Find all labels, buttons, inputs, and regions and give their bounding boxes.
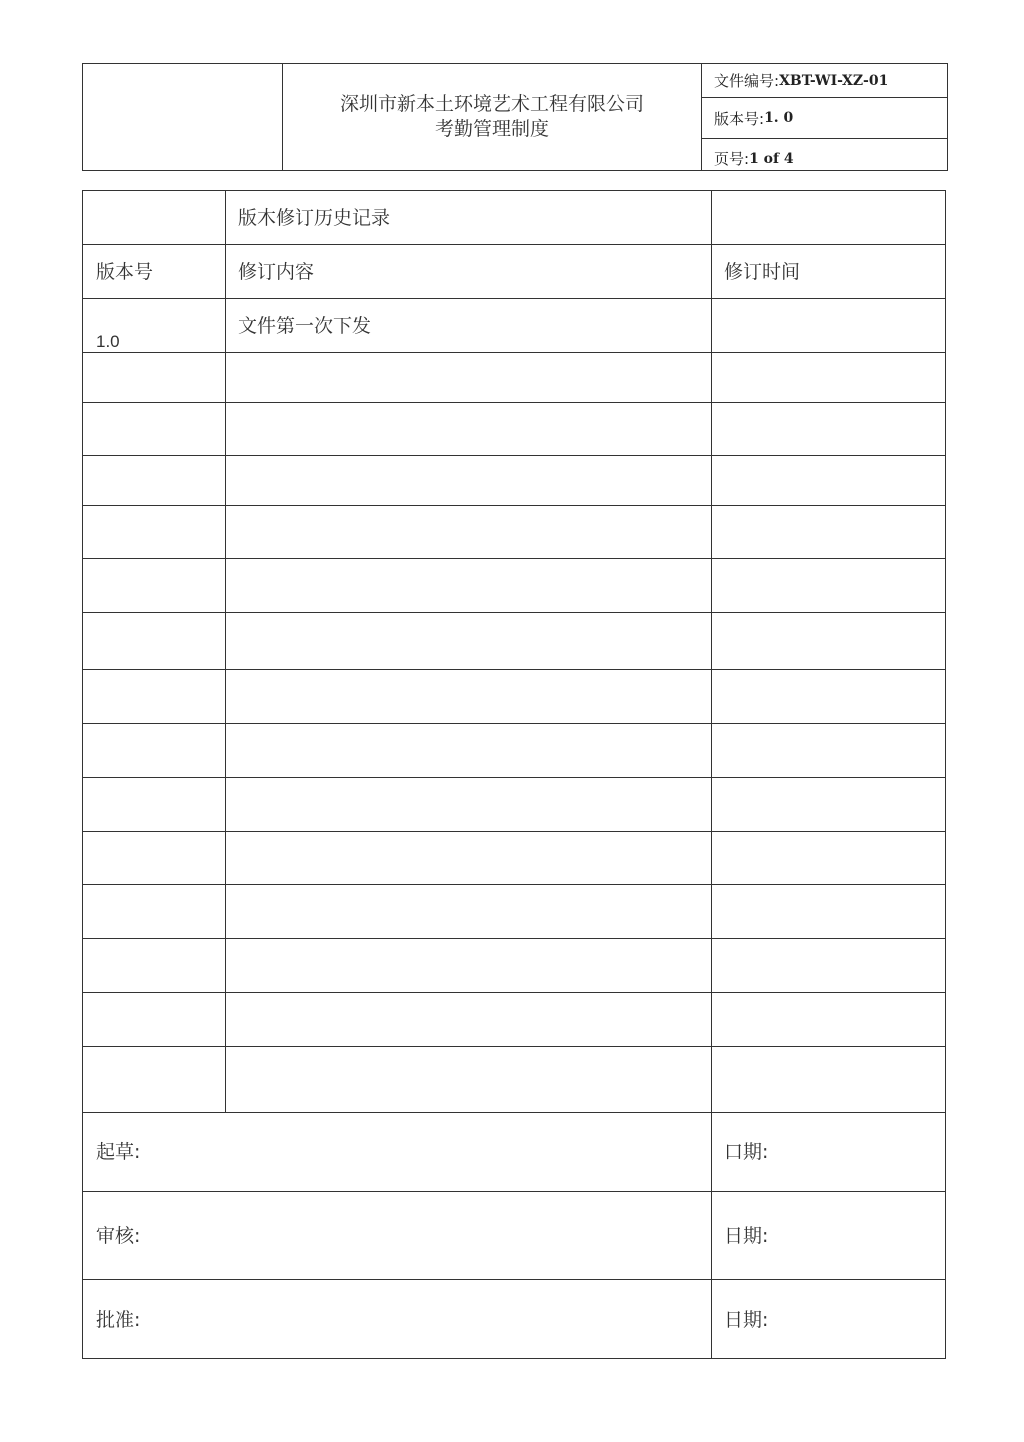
col-header-content: 修订内容 <box>238 261 315 283</box>
page-value: 1 of 4 <box>749 150 794 167</box>
row-divider <box>83 1112 945 1113</box>
row-divider <box>83 352 945 353</box>
row-divider <box>83 1046 945 1047</box>
doc-meta-cell <box>702 64 947 170</box>
draft-label: 起草: <box>96 1141 141 1163</box>
row-divider <box>83 402 945 403</box>
revision-version-cell: 1.0 <box>96 332 120 351</box>
row-divider <box>83 558 945 559</box>
row-divider <box>83 723 945 724</box>
approve-date-label: 日期: <box>724 1309 769 1331</box>
revision-content-cell: 文件第一次下发 <box>238 315 372 337</box>
col-header-version: 版本号 <box>96 261 154 283</box>
page-row <box>702 139 947 172</box>
review-date-label: 日期: <box>724 1225 769 1247</box>
row-divider <box>83 244 945 245</box>
document-title: 考勤管理制度 <box>434 118 549 140</box>
row-divider <box>83 831 945 832</box>
version-value: 1. 0 <box>764 110 794 126</box>
draft-date-label: 口期: <box>724 1141 769 1163</box>
doc-number-label: 文件编号: <box>714 72 780 90</box>
row-divider <box>83 992 945 993</box>
revision-history-title: 版木修订历史记录 <box>238 207 391 229</box>
row-divider <box>83 298 945 299</box>
row-divider <box>83 1279 945 1280</box>
version-row <box>702 98 947 139</box>
approve-label: 批准: <box>96 1309 141 1331</box>
version-label: 版本号: <box>714 109 765 128</box>
row-divider <box>83 777 945 778</box>
logo-cell <box>83 64 283 170</box>
column-divider <box>711 191 712 1359</box>
col-header-time: 修订时间 <box>724 261 801 283</box>
revision-history-table <box>82 190 946 1359</box>
row-divider <box>83 938 945 939</box>
doc-number-value: XBT-WI-XZ-01 <box>779 72 889 89</box>
document-header <box>82 63 948 171</box>
column-divider <box>225 191 226 1112</box>
row-divider <box>83 455 945 456</box>
row-divider <box>83 669 945 670</box>
row-divider <box>83 1191 945 1192</box>
review-label: 审核: <box>96 1225 141 1247</box>
row-divider <box>83 612 945 613</box>
doc-number-row <box>702 64 947 98</box>
row-divider <box>83 505 945 506</box>
title-cell <box>283 64 702 170</box>
row-divider <box>83 884 945 885</box>
page-label: 页号: <box>714 150 750 168</box>
company-name: 深圳市新本土环境艺术工程有限公司 <box>339 93 644 115</box>
